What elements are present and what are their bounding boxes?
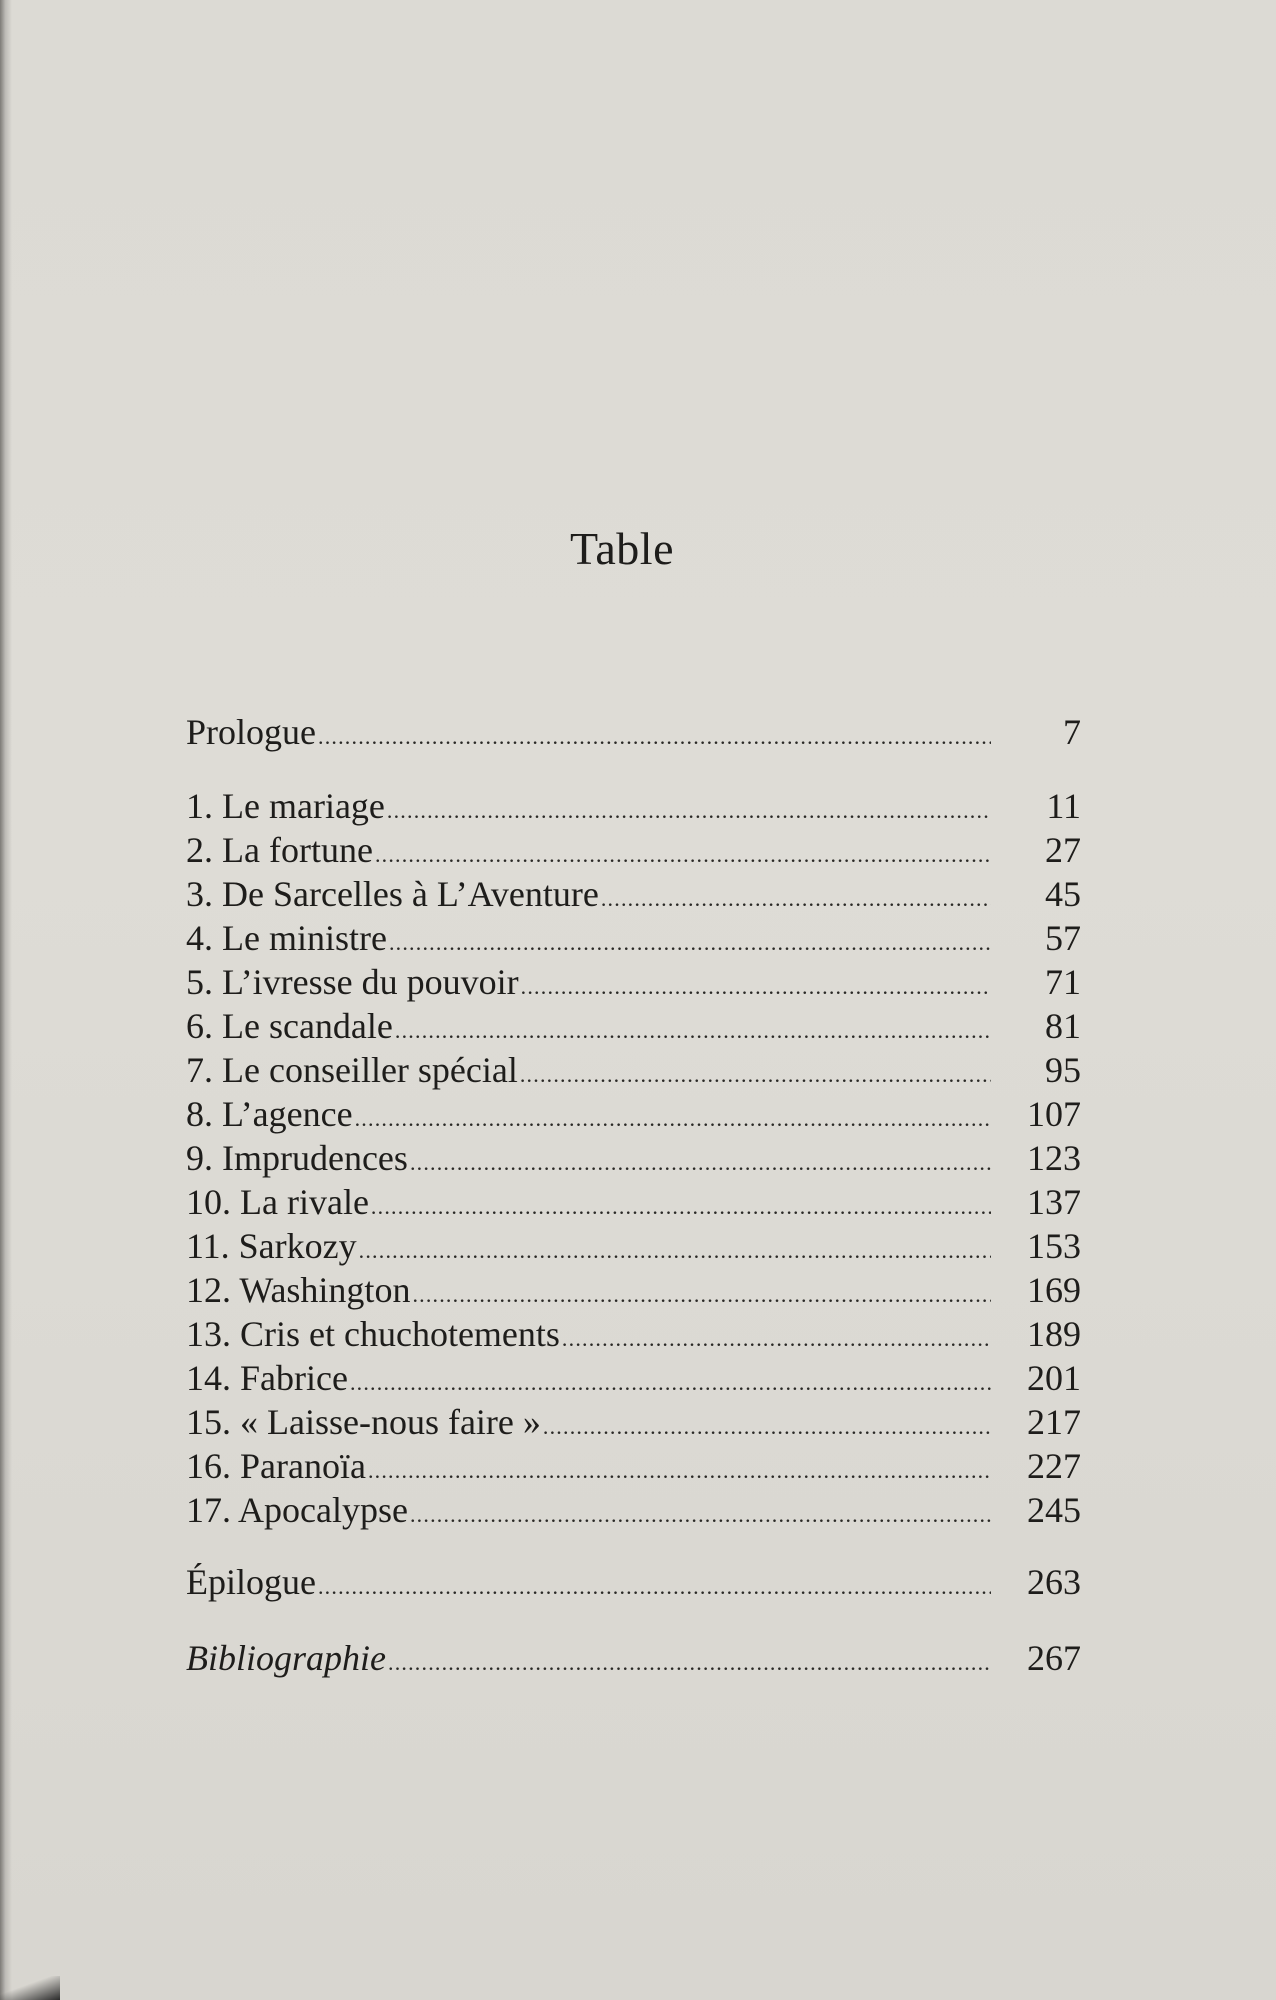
dot-leader bbox=[368, 1444, 991, 1488]
toc-entry-page: 71 bbox=[1045, 962, 1081, 1002]
toc-entry-chapter[interactable] bbox=[186, 784, 1081, 828]
dot-leader bbox=[355, 1092, 991, 1136]
toc-entry-label: 8. L’agence bbox=[186, 1094, 353, 1134]
toc-entry-chapter[interactable] bbox=[186, 960, 1081, 1004]
toc-entry-chapter[interactable] bbox=[186, 1180, 1081, 1224]
toc-entry-page: 217 bbox=[1027, 1402, 1081, 1442]
toc-entry-page: 107 bbox=[1027, 1094, 1081, 1134]
toc-entry-label: 14. Fabrice bbox=[186, 1358, 348, 1398]
dot-leader bbox=[318, 710, 991, 754]
dot-leader bbox=[371, 1180, 991, 1224]
toc-entry-label: Prologue bbox=[186, 712, 316, 752]
toc-entry-label: 4. Le ministre bbox=[186, 918, 387, 958]
toc-entry-page: 263 bbox=[1027, 1562, 1081, 1602]
toc-entry-label: Épilogue bbox=[186, 1562, 316, 1602]
toc-entry-page: 245 bbox=[1027, 1490, 1081, 1530]
toc-entry-page: 169 bbox=[1027, 1270, 1081, 1310]
toc-entry-epilogue[interactable] bbox=[186, 1560, 1081, 1604]
toc-entry-page: 45 bbox=[1045, 874, 1081, 914]
toc-entry-chapter[interactable] bbox=[186, 1312, 1081, 1356]
toc-entry-prologue[interactable] bbox=[186, 710, 1081, 754]
dot-leader bbox=[387, 784, 991, 828]
toc-entry-page: 189 bbox=[1027, 1314, 1081, 1354]
toc-entry-chapter[interactable] bbox=[186, 916, 1081, 960]
toc-entry-chapter[interactable] bbox=[186, 1444, 1081, 1488]
toc-entry-label: 15. « Laisse-nous faire » bbox=[186, 1402, 541, 1442]
toc-entry-page: 27 bbox=[1045, 830, 1081, 870]
toc-entry-chapter[interactable] bbox=[186, 1400, 1081, 1444]
toc-entry-chapter[interactable] bbox=[186, 828, 1081, 872]
toc-entry-page: 123 bbox=[1027, 1138, 1081, 1178]
toc-entry-label: 9. Imprudences bbox=[186, 1138, 408, 1178]
dot-leader bbox=[359, 1224, 991, 1268]
toc-entry-label: 13. Cris et chuchotements bbox=[186, 1314, 560, 1354]
dot-leader bbox=[375, 828, 991, 872]
toc-entry-label: 3. De Sarcelles à L’Aventure bbox=[186, 874, 599, 914]
dot-leader bbox=[562, 1312, 991, 1356]
toc-entry-label: 12. Washington bbox=[186, 1270, 411, 1310]
toc-entry-page: 201 bbox=[1027, 1358, 1081, 1398]
toc-entry-chapter[interactable] bbox=[186, 1488, 1081, 1532]
toc-entry-label: 17. Apocalypse bbox=[186, 1490, 408, 1530]
dot-leader bbox=[318, 1560, 991, 1604]
toc-entry-page: 7 bbox=[1063, 712, 1081, 752]
toc-entry-page: 95 bbox=[1045, 1050, 1081, 1090]
toc-entry-bibliography[interactable] bbox=[186, 1636, 1081, 1680]
dot-leader bbox=[350, 1356, 991, 1400]
toc-entry-chapter[interactable] bbox=[186, 1356, 1081, 1400]
dot-leader bbox=[389, 916, 991, 960]
toc-entry-chapter[interactable] bbox=[186, 1268, 1081, 1312]
toc-entry-page: 81 bbox=[1045, 1006, 1081, 1046]
toc-entry-label: 6. Le scandale bbox=[186, 1006, 393, 1046]
toc-entry-chapter[interactable] bbox=[186, 1048, 1081, 1092]
toc-entry-label: 10. La rivale bbox=[186, 1182, 369, 1222]
toc-entry-label: 5. L’ivresse du pouvoir bbox=[186, 962, 519, 1002]
toc-entry-page: 267 bbox=[1027, 1638, 1081, 1678]
dot-leader bbox=[410, 1488, 991, 1532]
toc-entry-page: 11 bbox=[1046, 786, 1081, 826]
page-title: Table bbox=[569, 523, 674, 574]
toc-entry-label: Bibliographie bbox=[186, 1638, 386, 1678]
table-of-contents bbox=[186, 710, 1081, 1680]
toc-entry-chapter[interactable] bbox=[186, 1224, 1081, 1268]
toc-entry-page: 153 bbox=[1027, 1226, 1081, 1266]
page-corner-shadow bbox=[0, 1976, 60, 2000]
dot-leader bbox=[520, 1048, 991, 1092]
toc-entry-chapter[interactable] bbox=[186, 1004, 1081, 1048]
toc-entry-label: 1. Le mariage bbox=[186, 786, 385, 826]
dot-leader bbox=[388, 1636, 991, 1680]
toc-entry-chapter[interactable] bbox=[186, 872, 1081, 916]
dot-leader bbox=[410, 1136, 991, 1180]
toc-entry-label: 11. Sarkozy bbox=[186, 1226, 357, 1266]
toc-entry-chapter[interactable] bbox=[186, 1136, 1081, 1180]
toc-entry-page: 57 bbox=[1045, 918, 1081, 958]
page-gutter-shadow bbox=[0, 0, 12, 2000]
toc-entry-page: 137 bbox=[1027, 1182, 1081, 1222]
dot-leader bbox=[395, 1004, 991, 1048]
dot-leader bbox=[601, 872, 991, 916]
dot-leader bbox=[543, 1400, 991, 1444]
toc-entry-label: 2. La fortune bbox=[186, 830, 373, 870]
toc-entry-chapter[interactable] bbox=[186, 1092, 1081, 1136]
dot-leader bbox=[521, 960, 991, 1004]
toc-entry-label: 16. Paranoïa bbox=[186, 1446, 366, 1486]
toc-entry-page: 227 bbox=[1027, 1446, 1081, 1486]
toc-entry-label: 7. Le conseiller spécial bbox=[186, 1050, 518, 1090]
dot-leader bbox=[412, 1268, 991, 1312]
